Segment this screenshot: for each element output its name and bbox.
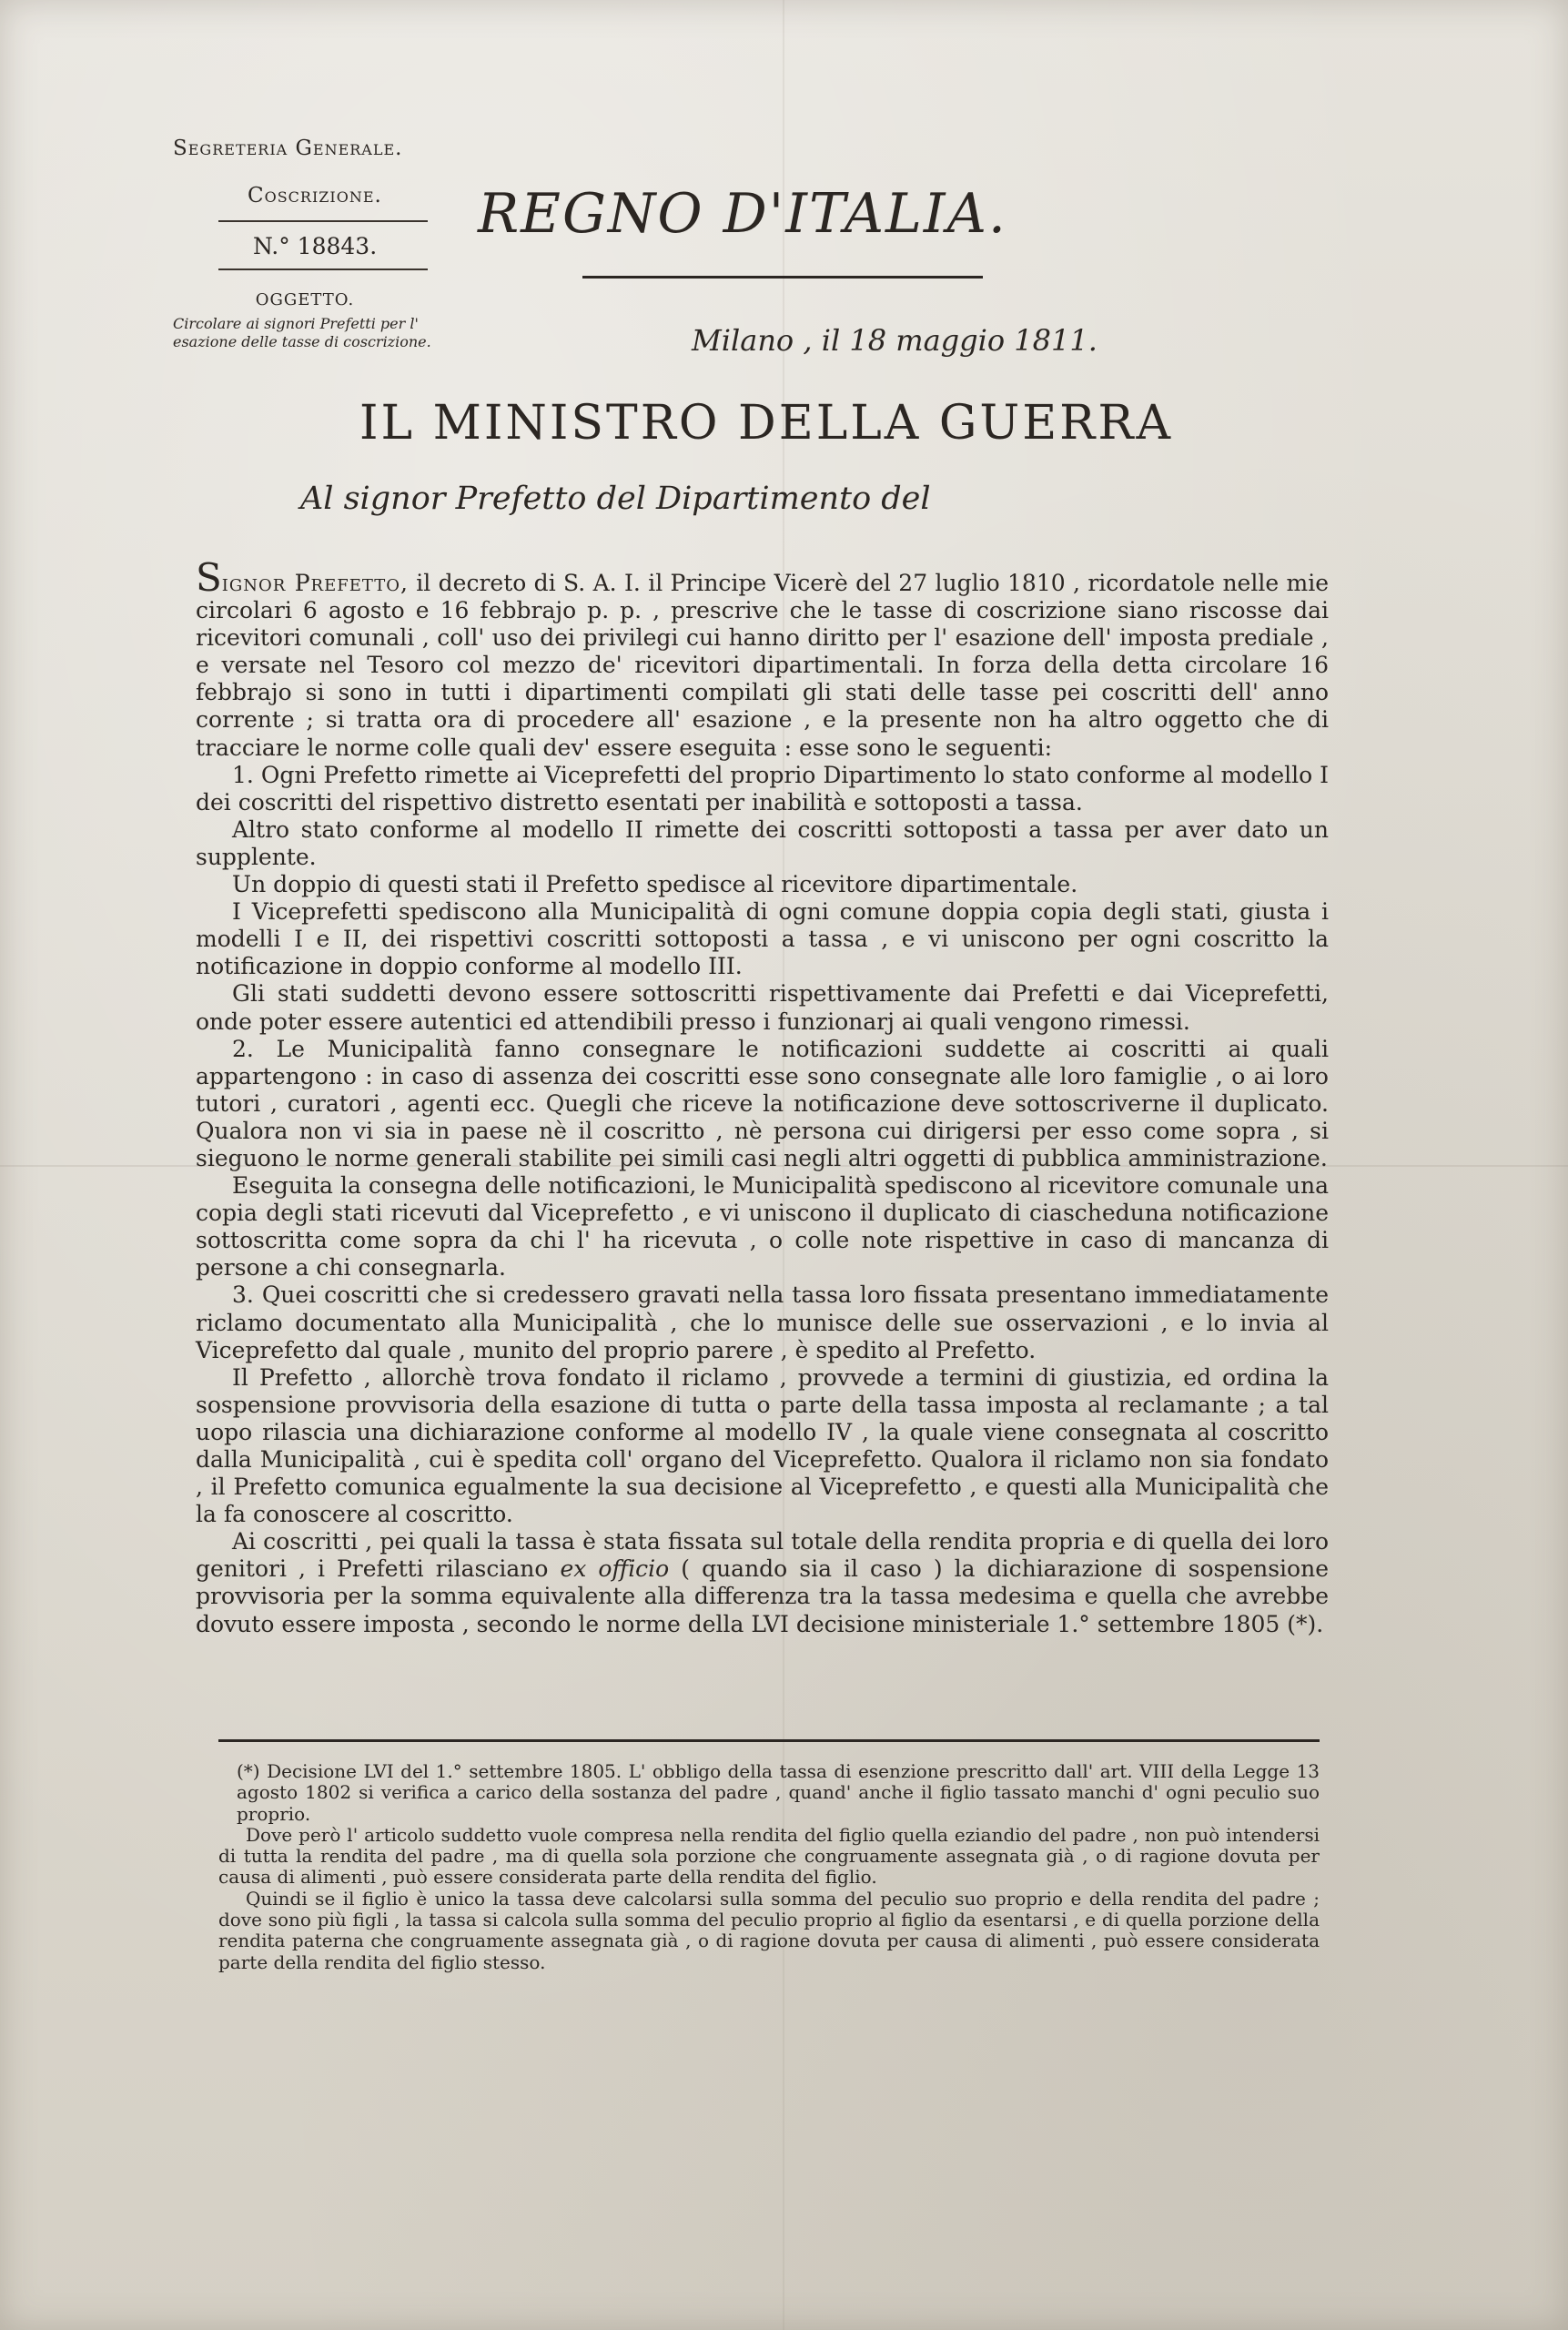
minister-title: IL MINISTRO DELLA GUERRA — [359, 396, 1174, 451]
footnote-rule — [218, 1739, 1320, 1742]
subject-description: Circolare ai signori Prefetti per l' esazione delle tasse di coscrizione. — [173, 315, 431, 350]
paragraph: Gli stati suddetti devono essere sottoscritti rispettivamente dai Prefetti e dai Viceprefetti, onde poter essere autentici ed attendibili presso i funzionarj ai quali vengono rimessi. — [196, 980, 1329, 1035]
division-name: Coscrizione. — [248, 184, 382, 208]
addressee: Al signor Prefetto del Dipartimento del — [300, 481, 931, 517]
office-name: Segreteria Generale. — [173, 137, 403, 160]
paragraph — [196, 555, 1330, 762]
drop-cap: S — [196, 555, 222, 600]
footnote — [218, 1761, 1320, 1973]
salutation: ignor Prefetto, — [221, 570, 409, 596]
paragraph: Eseguita la consegna delle notificazioni, le Municipalità spediscono al ricevitore comunale una copia degli stati ricevuti dal Viceprefetto , e vi uniscono il duplicato di ciascheduna notificazione sottoscritta come sopra da chi l' ha ricevuta , o colle note rispettive in caso di mancanza di persone a chi consegnarla. — [196, 1172, 1329, 1282]
title-rule — [582, 276, 983, 279]
paragraph: Altro stato conforme al modello II rimette dei coscritti sottoposti a tassa per aver dato un supplente. — [196, 816, 1329, 870]
office-header — [173, 137, 473, 351]
paragraph: 2. Le Municipalità fanno consegnare le notificazioni suddette ai coscritti ai quali appartengono : in caso di assenza dei coscritti esse sono consegnate alle loro famiglie , o ai loro tutori , curatori , agenti ecc. Quegli che riceve la notificazione deve sottoscriverne il duplicato. Qualora non vi sia in paese nè il coscritto , nè persona cui dirigersi per esso come sopra , si sieguono le norme generali stabilite pei simili casi negli altri oggetti di pubblica amministrazione. — [196, 1035, 1329, 1171]
divider — [218, 268, 428, 270]
footnote-paragraph: Dove però l' articolo suddetto vuole compresa nella rendita del figlio quella eziandio del padre , non può intendersi di tutta la rendita del padre , ma di quella sola porzione che congruamente assegnata già , o di ragione dovuta per causa di alimenti , può essere considerata parte della rendita del figlio. — [218, 1823, 1320, 1889]
protocol-number: N.° 18843. — [253, 233, 378, 259]
paragraph: Il Prefetto , allorchè trova fondato il riclamo , provvede a termini di giustizia, ed ordina la sospensione provvisoria della esazione di tutta o parte della tassa imposta al reclamante ; a tal uopo rilascia una dichiarazione conforme al modello IV , la quale viene consegnata al coscritto dalla Municipalità , cui è spedita coll' organo del Viceprefetto. Qualora il riclamo non sia fondato , il Prefetto comunica egualmente la sua decisione al Viceprefetto , e questi alla Municipalità che la fa conoscere al coscritto. — [196, 1363, 1329, 1528]
divider — [218, 220, 428, 222]
footnote-paragraph: Quindi se il figlio è unico la tassa deve calcolarsi sulla somma del peculio suo proprio e della rendita del padre ; dove sono più figli , la tassa si calcola sulla somma del peculio proprio al figlio da esentarsi , e di quella porzione della rendita paterna che congruamente assegnata già , o di ragione dovuta per causa di alimenti , può essere considerata parte della rendita del figlio stesso. — [218, 1887, 1320, 1973]
paragraph-text: ( quando sia il caso ) la dichiarazione di sospensione provvisoria per la somma equivalente alla differenza tra la tassa medesima e quella che avrebbe dovuto essere imposta , secondo le norme della LVI decisione ministeriale 1.° settembre 1805 (*). — [196, 1555, 1330, 1637]
paragraph: 1. Ogni Prefetto rimette ai Viceprefetti del proprio Dipartimento lo stato conforme al modello I dei coscritti del rispettivo distretto esentati per inabilità e sottoposti a tassa. — [196, 761, 1329, 816]
paragraph-text: Ai coscritti , pei quali la tassa è stata fissata sul totale della rendita propria e di quella dei loro genitori , i Prefetti rilasciano — [196, 1528, 1329, 1583]
place-date: Milano , il 18 maggio 1811. — [692, 323, 1098, 358]
paragraph: Un doppio di questi stati il Prefetto spedisce al ricevitore dipartimentale. — [232, 871, 1078, 898]
kingdom-title: REGNO D'ITALIA. — [478, 182, 1007, 246]
paragraph: 3. Quei coscritti che si credessero gravati nella tassa loro fissata presentano immediatamente riclamo documentato alla Municipalità , che lo munisce delle sue osservazioni , e lo invia al Viceprefetto dal quale , munito del proprio parere , è spedito al Prefetto. — [196, 1282, 1329, 1363]
latin-phrase: ex officio — [560, 1555, 670, 1583]
circular-body — [196, 555, 1330, 1638]
footnote-paragraph: (*) Decisione LVI del 1.° settembre 1805. L' obbligo della tassa di esenzione prescritto dall' art. VIII della Legge 13 agosto 1802 si verifica a carico della sostanza del padre , quand' anche il figlio tassato manchi d' ogni peculio suo proprio. — [237, 1760, 1320, 1825]
subject-label: OGGETTO. — [255, 290, 355, 309]
paragraph: I Viceprefetti spediscono alla Municipalità di ogni comune doppia copia degli stati, giusta i modelli I e II, dei rispettivi coscritti sottoposti a tassa , e vi uniscono per ogni coscritto la notificazione in doppio conforme al modello III. — [196, 898, 1329, 980]
paragraph-text: il decreto di S. A. I. il Principe Vicerè del 27 luglio 1810 , ricordatole nelle mie circolari 6 agosto e 16 febbrajo p. p. , prescrive che le tasse di coscrizione siano riscosse dai ricevitori comunali , coll' uso dei privilegi cui hanno diritto per l' esazione dell' imposta prediale , e versate nel Tesoro col mezzo de' ricevitori dipartimentali. In forza della detta circolare 16 febbrajo si sono in tutti i dipartimenti compilati gli stati delle tasse pei coscritti dell' anno corrente ; si tratta ora di procedere all' esazione , e la presente non ha altro oggetto che di tracciare le norme colle quali dev' essere eseguita : esse sono le seguenti: — [196, 570, 1330, 761]
paragraph — [196, 1528, 1329, 1637]
